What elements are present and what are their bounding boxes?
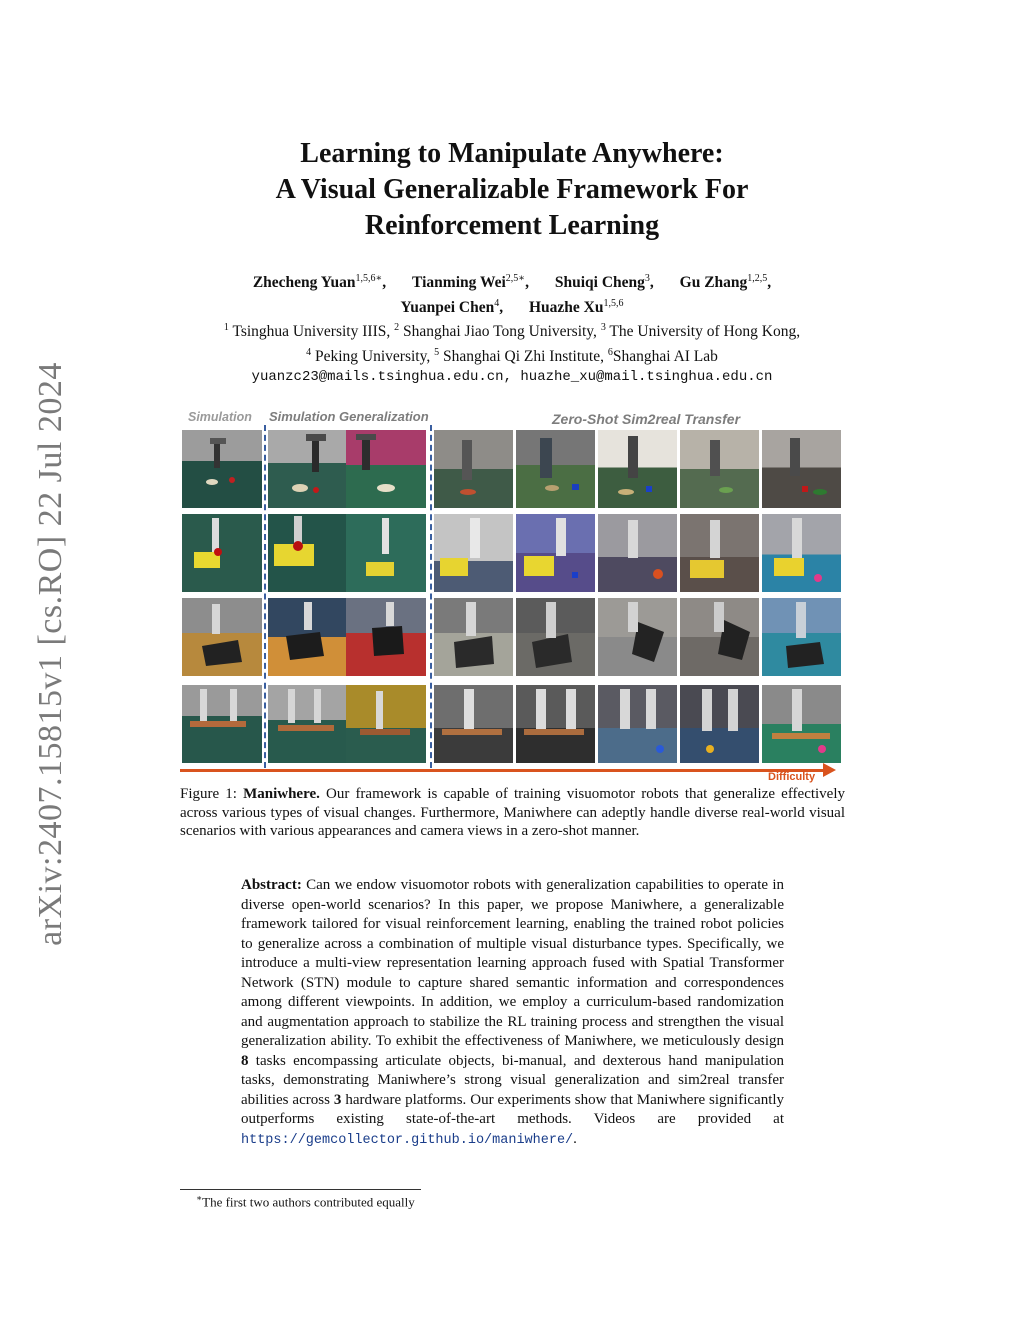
image-real-bimanual-1 xyxy=(434,685,513,763)
image-simgen-bowl-1 xyxy=(268,430,348,508)
image-real-bowl-2 xyxy=(516,430,595,508)
image-real-box-1 xyxy=(434,514,513,592)
divider-sim xyxy=(264,425,266,768)
image-sim-bowl xyxy=(182,430,262,508)
abstract: Abstract: Can we endow visuomotor robots with generalization capabilities to operate in diverse open-world scenarios? In this paper, we propose Maniwhere, a generalizable framework tailored for visual reinforcement learning, enabling the trained robot policies to generalize across a combination of multiple visual disturbance types. Specifically, we introduce a multi-view representation learning approach fused with Spatial Transformer Network (STN) module to capture shared semantic information and correspondences among different viewpoints. In addition, we employ a curriculum-based randomization and augmentation approach to stabilize the RL training process and strengthen the visual generalization ability. To exhibit the effectiveness of Maniwhere, we meticulously design 8 tasks encompassing articulate objects, bi-manual, and dexterous hand manipulation tasks, demonstrating Maniwhere’s strong visual generalization and sim2real transfer abilities across 3 hardware platforms. Our experiments show that Maniwhere significantly outperforms existing state-of-the-art methods. Videos are provided at https://gemcollector.github.io/maniwhere/. xyxy=(241,877,785,1148)
contact-emails[interactable]: yuanzc23@mails.tsinghua.edu.cn, huazhe_xu@mail.tsinghua.edu.cn xyxy=(251,369,773,386)
image-real-bowl-3 xyxy=(598,430,677,508)
image-real-bimanual-3 xyxy=(598,685,677,763)
image-sim-laptop xyxy=(182,598,262,676)
author: Tianming Wei$^{2,5∗}$, xyxy=(412,273,529,292)
project-url-link[interactable]: https://gemcollector.github.io/maniwhere/ xyxy=(241,1132,574,1148)
label-zero-shot-sim2real: Zero-Shot Sim2real Transfer xyxy=(552,411,741,427)
difficulty-label: Difficulty xyxy=(768,771,816,783)
image-sim-bimanual xyxy=(182,685,262,763)
author: Yuanpei Chen$^4$, xyxy=(400,298,504,317)
footnote-rule xyxy=(180,1189,421,1190)
image-real-laptop-4 xyxy=(680,598,759,676)
image-simgen-laptop-1 xyxy=(268,598,348,676)
image-real-bimanual-2 xyxy=(516,685,595,763)
arxiv-identifier: arXiv:2407.15815v1 [cs.RO] 22 Jul 2024 xyxy=(32,362,69,946)
image-real-bimanual-5 xyxy=(762,685,841,763)
image-real-laptop-5 xyxy=(762,598,841,676)
image-real-bowl-5 xyxy=(762,430,841,508)
image-real-bowl-4 xyxy=(680,430,759,508)
author-list xyxy=(180,268,844,318)
image-simgen-bowl-2 xyxy=(346,430,426,508)
paper-title xyxy=(180,136,844,244)
image-real-bimanual-4 xyxy=(680,685,759,763)
image-real-box-2 xyxy=(516,514,595,592)
image-real-laptop-1 xyxy=(434,598,513,676)
title-line-2: A Visual Generalizable Framework For xyxy=(275,174,749,205)
image-real-laptop-2 xyxy=(516,598,595,676)
footnote: ∗The first two authors contributed equally xyxy=(196,1193,415,1210)
difficulty-arrow xyxy=(180,769,825,772)
author: Shuiqi Cheng$^3$, xyxy=(554,273,654,292)
image-real-box-4 xyxy=(680,514,759,592)
figure-1 xyxy=(180,405,845,785)
image-simgen-bimanual-1 xyxy=(268,685,348,763)
image-simgen-bimanual-2 xyxy=(346,685,426,763)
image-real-box-3 xyxy=(598,514,677,592)
author: Gu Zhang$^{1,2,5}$, xyxy=(679,273,772,292)
difficulty-arrow-head xyxy=(823,763,836,777)
image-simgen-laptop-2 xyxy=(346,598,426,676)
image-real-laptop-3 xyxy=(598,598,677,676)
label-simulation-generalization: Simulation Generalization xyxy=(269,409,429,424)
image-real-bowl-1 xyxy=(434,430,513,508)
title-line-3: Reinforcement Learning xyxy=(364,210,660,241)
author: Zhecheng Yuan$^{1,5,6∗}$, xyxy=(252,273,387,292)
figure-caption: Figure 1: Maniwhere. Our framework is capable of training visuomotor robots that generalize effectively across various types of visual changes. Furthermore, Maniwhere can adeptly handle diverse real-world visual scenarios with various appearances and camera views in a zero-shot manner. xyxy=(180,786,846,839)
image-simgen-box-1 xyxy=(268,514,348,592)
label-simulation: Simulation xyxy=(188,410,252,424)
author: Huazhe Xu$^{1,5,6}$ xyxy=(529,298,624,317)
divider-real xyxy=(430,425,432,768)
image-real-box-5 xyxy=(762,514,841,592)
affiliations: $^1$ Tsinghua University IIIS, $^2$ Shanghai Jiao Tong University, $^3$ The University of Hong Kong, $^4$ Peking University, $^5$ Shanghai Qi Zhi Institute, $^6$Shanghai AI Lab yuanzc23@mails.tsinghua.edu.cn, huazhe_xu@mail.tsinghua.edu.cn xyxy=(160,317,864,388)
image-simgen-box-2 xyxy=(346,514,426,592)
image-sim-box xyxy=(182,514,262,592)
title-line-1: Learning to Manipulate Anywhere: xyxy=(300,138,724,169)
